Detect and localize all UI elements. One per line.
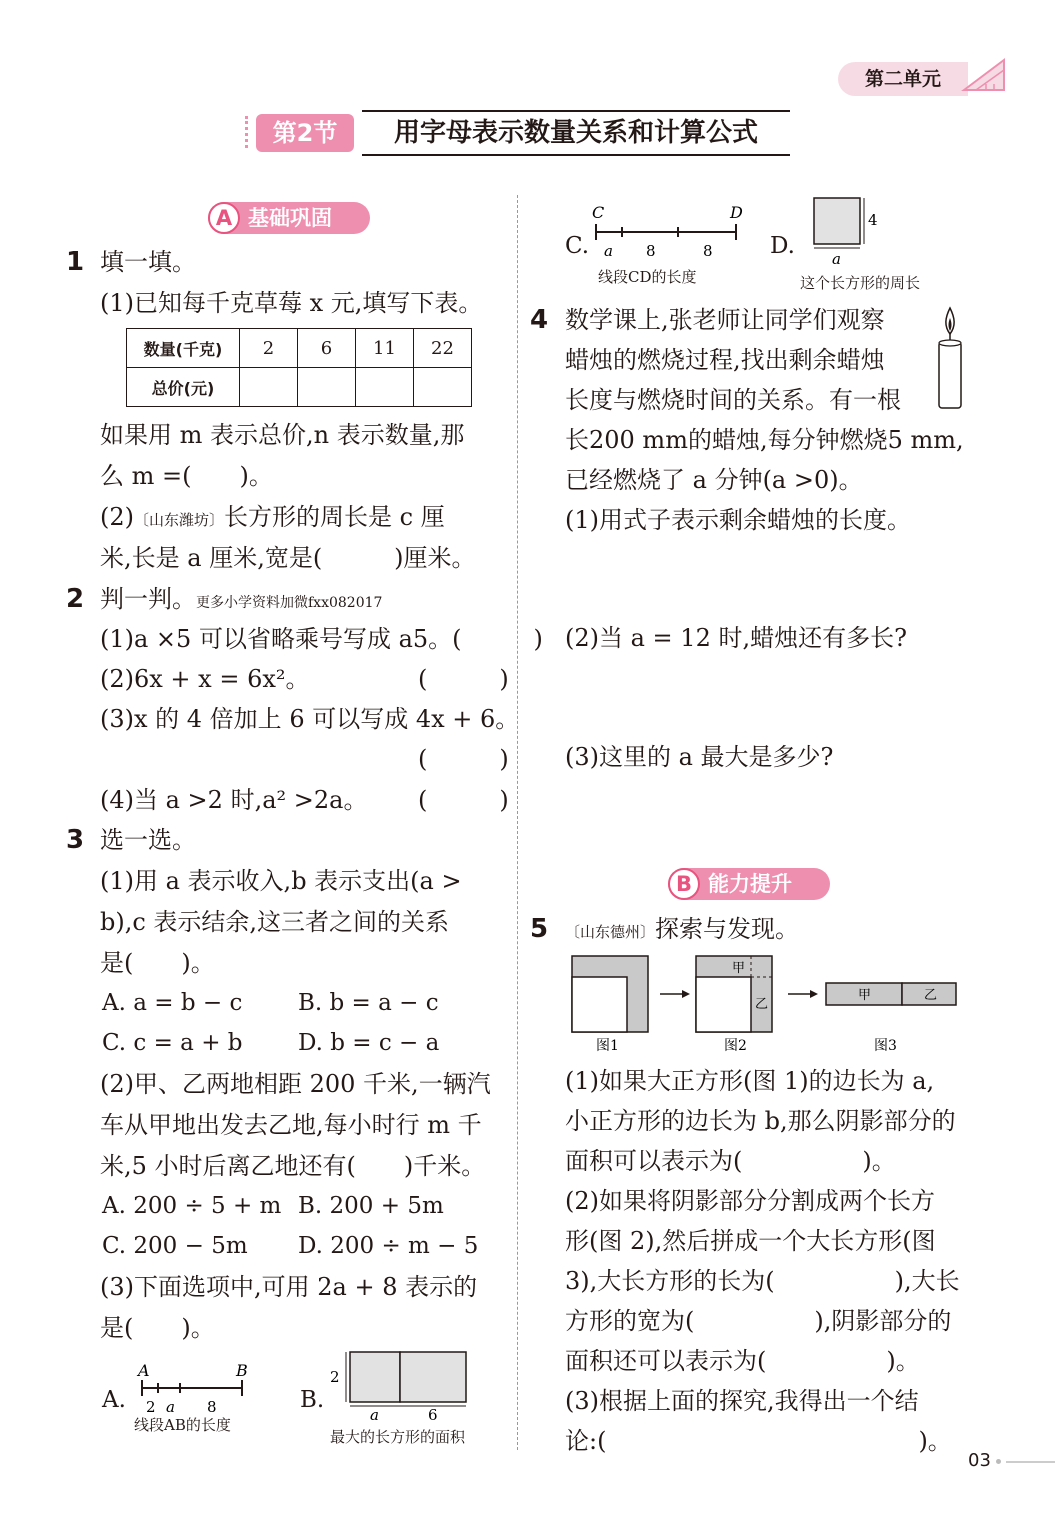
page-title: 用字母表示数量关系和计算公式	[362, 110, 790, 156]
segment-ab-figure	[130, 1360, 260, 1420]
ruler-triangle-icon	[960, 56, 1008, 94]
source-tag: 〔山东潍坊〕	[134, 511, 225, 529]
table-cell: 11	[356, 329, 414, 368]
section-b-label: 能力提升	[708, 872, 792, 896]
q1-part1: (1)已知每千克草莓 x 元,填写下表。	[100, 289, 483, 317]
q4-part3: (3)这里的 a 最大是多少?	[565, 743, 834, 771]
q1-number: 1	[66, 247, 85, 277]
choice-b: B. b = a − c	[298, 990, 439, 1016]
answer-paren: ( )	[418, 745, 509, 773]
q1-line: 米,长是 a 厘米,宽是( )厘米。	[100, 544, 476, 572]
table-header-quantity: 数量(千克)	[127, 329, 240, 368]
point-b-label: B	[236, 1361, 248, 1380]
table-cell: 22	[414, 329, 472, 368]
unit-tab: 第二单元	[838, 62, 968, 96]
q5-line: 面积可以表示为( )。	[565, 1147, 896, 1175]
point-c-label: C	[592, 203, 605, 222]
q5-line: 面积还可以表示为( )。	[565, 1347, 920, 1375]
q3-line: (2)甲、乙两地相距 200 千米,一辆汽	[100, 1070, 491, 1098]
answer-cell[interactable]	[414, 368, 472, 407]
region-yi-label: 乙	[755, 997, 769, 1012]
section-a-letter: A	[208, 202, 240, 234]
side-label: 2	[330, 1368, 340, 1386]
q3-line: 是( )。	[100, 949, 215, 977]
segment-label: 8	[703, 242, 713, 260]
table-cell: 6	[298, 329, 356, 368]
q4-line: 已经燃烧了 a 分钟(a >0)。	[565, 466, 863, 494]
figure-option-d-letter: D.	[770, 233, 795, 259]
q5-title: 〔山东德州〕探索与发现。	[565, 915, 800, 943]
q5-line: 方形的宽为( ),阴影部分的	[565, 1307, 952, 1335]
page-dot	[996, 1459, 1001, 1464]
answer-cell[interactable]	[240, 368, 298, 407]
q3-line: 是( )。	[100, 1314, 215, 1342]
segment-label: a	[166, 1398, 175, 1416]
square-dissection-figures	[566, 952, 966, 1056]
choice-b: B. 200 + 5m	[298, 1193, 444, 1219]
q5-number: 5	[530, 914, 549, 944]
q2-item: (3)x 的 4 倍加上 6 可以写成 4x + 6。	[100, 705, 520, 733]
segment-label: 2	[146, 1398, 156, 1416]
q4-line: 数学课上,张老师让同学们观察	[565, 306, 885, 334]
q5-line: 论:( )。	[565, 1427, 952, 1455]
q5-line: (1)如果大正方形(图 1)的边长为 a,	[565, 1067, 935, 1095]
q2-number: 2	[66, 584, 85, 614]
badge-dots	[245, 116, 254, 148]
answer-paren: ( )	[418, 665, 509, 693]
bottom-label: a	[832, 250, 841, 268]
q3-line: (3)下面选项中,可用 2a + 8 表示的	[100, 1273, 478, 1301]
segment-label: a	[604, 242, 613, 260]
rectangle-d-figure	[808, 194, 888, 268]
source-tag: 〔山东德州〕	[565, 923, 656, 941]
q1-title: 填一填。	[100, 248, 196, 276]
section-a-label: 基础巩固	[248, 206, 332, 230]
figure-caption: 线段AB的长度	[134, 1416, 231, 1434]
choice-d: D. b = c − a	[298, 1030, 440, 1056]
choice-a: A. 200 ÷ 5 + m	[102, 1193, 282, 1219]
figure-option-a-letter: A.	[102, 1387, 126, 1413]
section-b-letter: B	[668, 868, 700, 900]
choice-a: A. a = b − c	[102, 990, 243, 1016]
q4-line: 长度与燃烧时间的关系。有一根	[565, 386, 901, 414]
q3-line: 车从甲地出发去乙地,每小时行 m 千	[100, 1111, 482, 1139]
figure-caption: 图2	[724, 1038, 747, 1054]
figure-caption: 图1	[596, 1038, 619, 1054]
figure-option-b-letter: B.	[300, 1387, 325, 1413]
q3-line: b),c 表示结余,这三者之间的关系	[100, 908, 450, 936]
q2-item: (4)当 a >2 时,a² >2a。	[100, 786, 368, 814]
region-jia-label: 甲	[732, 961, 746, 976]
region-jia-label: 甲	[858, 988, 872, 1003]
q4-part1: (1)用式子表示剩余蜡烛的长度。	[565, 506, 911, 534]
q3-line: 米,5 小时后离乙地还有( )千米。	[100, 1152, 486, 1180]
answer-paren: ( )	[418, 786, 509, 814]
q2-item: (2)6x + x = 6x²。	[100, 665, 310, 693]
point-a-label: A	[138, 1361, 150, 1380]
q5-line: 3),大长方形的长为( ),大长	[565, 1267, 960, 1295]
watermark-note: 更多小学资料加微fxx082017	[196, 595, 383, 611]
figure-caption: 线段CD的长度	[598, 268, 697, 286]
figure-option-c-letter: C.	[565, 233, 590, 259]
side-label: 4	[868, 211, 878, 229]
candle-icon	[934, 304, 966, 412]
choice-c: C. c = a + b	[102, 1030, 243, 1056]
table-header-total: 总价(元)	[127, 368, 240, 407]
column-divider	[517, 195, 518, 1450]
page-rule	[1006, 1461, 1055, 1463]
section-a-pill	[208, 202, 370, 234]
figure-caption: 最大的长方形的面积	[330, 1428, 466, 1446]
page-number: 03	[968, 1450, 991, 1471]
q5-line: (3)根据上面的探究,我得出一个结	[565, 1387, 919, 1415]
rectangles-b-figure	[326, 1348, 476, 1426]
section-badge: 第2节	[256, 114, 354, 152]
figure-caption: 图3	[874, 1038, 897, 1054]
q3-number: 3	[66, 825, 85, 855]
q2-item: (1)a ×5 可以省略乘号写成 a5。( )	[100, 625, 543, 653]
q4-number: 4	[530, 305, 549, 335]
segment-cd-figure	[590, 200, 750, 264]
q4-part2: (2)当 a = 12 时,蜡烛还有多长?	[565, 624, 907, 652]
q4-line: 蜡烛的燃烧过程,找出剩余蜡烛	[565, 346, 885, 374]
q3-title: 选一选。	[100, 826, 196, 854]
width-label: a	[370, 1406, 379, 1424]
segment-label: 8	[207, 1398, 217, 1416]
q2-title: 判一判。更多小学资料加微fxx082017	[100, 585, 383, 613]
q1-line: 如果用 m 表示总价,n 表示数量,那	[100, 421, 465, 449]
figure-caption: 这个长方形的周长	[800, 274, 921, 292]
price-table	[126, 328, 472, 407]
q1-part2: (2)〔山东潍坊〕长方形的周长是 c 厘	[100, 503, 445, 531]
q3-line: (1)用 a 表示收入,b 表示支出(a >	[100, 867, 462, 895]
answer-cell[interactable]	[298, 368, 356, 407]
point-d-label: D	[730, 203, 743, 222]
width-label: 6	[428, 1406, 438, 1424]
q5-line: 小正方形的边长为 b,那么阴影部分的	[565, 1107, 956, 1135]
answer-cell[interactable]	[356, 368, 414, 407]
q4-line: 长200 mm的蜡烛,每分钟燃烧5 mm,	[565, 426, 964, 454]
table-cell: 2	[240, 329, 298, 368]
choice-d: D. 200 ÷ m − 5	[298, 1233, 479, 1259]
region-yi-label: 乙	[924, 988, 938, 1003]
q5-line: 形(图 2),然后拼成一个大长方形(图	[565, 1227, 936, 1255]
table-row	[127, 368, 472, 407]
q1-line: 么 m =( )。	[100, 462, 273, 490]
table-row	[127, 329, 472, 368]
section-b-pill	[668, 868, 830, 900]
segment-label: 8	[646, 242, 656, 260]
q5-line: (2)如果将阴影部分分割成两个长方	[565, 1187, 935, 1215]
choice-c: C. 200 − 5m	[102, 1233, 248, 1259]
